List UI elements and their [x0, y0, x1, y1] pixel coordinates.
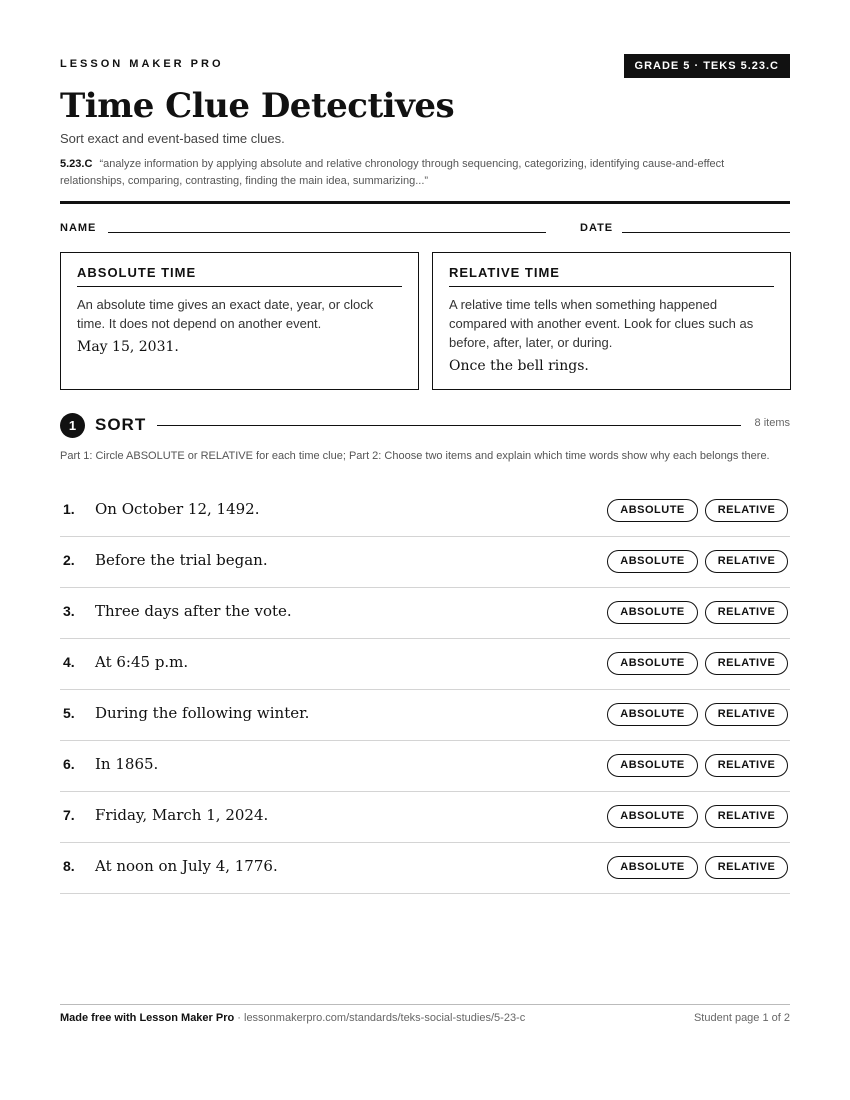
absolute-choice-button[interactable]: ABSOLUTE	[607, 499, 698, 522]
list-item	[60, 690, 790, 741]
footer-url: · lessonmakerpro.com/standards/teks-social-studies/5-23-c	[234, 1012, 526, 1024]
absolute-time-example: May 15, 2031.	[77, 339, 179, 355]
item-text: On October 12, 1492.	[95, 500, 260, 518]
relative-time-example: Once the bell rings.	[449, 358, 589, 374]
list-item	[60, 639, 790, 690]
standard-description	[60, 156, 788, 190]
section-number-badge: 1	[60, 413, 85, 438]
item-list	[60, 486, 790, 894]
standard-code: 5.23.C	[60, 158, 93, 170]
item-text: Friday, March 1, 2024.	[95, 806, 269, 824]
item-text: During the following winter.	[95, 704, 310, 722]
relative-choice-button[interactable]: RELATIVE	[705, 856, 788, 879]
list-item	[60, 741, 790, 792]
absolute-time-title: ABSOLUTE TIME	[77, 265, 402, 287]
absolute-time-definition: An absolute time gives an exact date, year, or clock time. It does not depend on another event.	[77, 297, 374, 331]
relative-time-title: RELATIVE TIME	[449, 265, 774, 287]
absolute-choice-button[interactable]: ABSOLUTE	[607, 703, 698, 726]
sort-section-header	[60, 413, 790, 439]
brand-name: LESSON MAKER PRO	[60, 58, 224, 70]
item-text: At 6:45 p.m.	[95, 653, 189, 671]
worksheet-page	[60, 0, 790, 1100]
item-text: Before the trial began.	[95, 551, 268, 569]
relative-choice-button[interactable]: RELATIVE	[705, 805, 788, 828]
item-text: In 1865.	[95, 755, 159, 773]
date-label: DATE	[580, 222, 614, 234]
section-instructions: Part 1: Circle ABSOLUTE or RELATIVE for each time clue; Part 2: Choose two items and explain which time words show why each belongs there.	[60, 450, 770, 462]
footer-made-with: Made free with Lesson Maker Pro	[60, 1012, 235, 1024]
item-text: Three days after the vote.	[95, 602, 292, 620]
absolute-choice-button[interactable]: ABSOLUTE	[607, 856, 698, 879]
list-item	[60, 486, 790, 537]
list-item	[60, 843, 790, 894]
absolute-choice-button[interactable]: ABSOLUTE	[607, 805, 698, 828]
absolute-choice-button[interactable]: ABSOLUTE	[607, 754, 698, 777]
footer-page-number: Student page 1 of 2	[693, 1012, 790, 1024]
item-number: 6.	[63, 756, 75, 772]
item-number: 1.	[63, 501, 75, 517]
item-number: 2.	[63, 552, 75, 568]
relative-choice-button[interactable]: RELATIVE	[705, 499, 788, 522]
item-count: 8 items	[754, 417, 790, 429]
item-number: 8.	[63, 858, 75, 874]
item-number: 7.	[63, 807, 75, 823]
list-item	[60, 588, 790, 639]
footer-divider	[60, 1004, 790, 1005]
relative-time-definition: A relative time tells when something happened compared with another event. Look for clues such as before, after, later, or during.	[449, 297, 754, 350]
standard-text: “analyze information by applying absolute and relative chronology through sequencing, categorizing, identifying cause-and-effect relationships, comparing, contrasting, finding the main idea, summarizing...”	[60, 158, 725, 187]
relative-choice-button[interactable]: RELATIVE	[705, 703, 788, 726]
absolute-time-card	[60, 252, 419, 390]
section-title: SORT	[95, 415, 147, 434]
footer-credit	[60, 1012, 525, 1024]
item-number: 5.	[63, 705, 75, 721]
absolute-choice-button[interactable]: ABSOLUTE	[607, 601, 698, 624]
page-subtitle: Sort exact and event-based time clues.	[60, 131, 285, 146]
absolute-choice-button[interactable]: ABSOLUTE	[607, 652, 698, 675]
absolute-choice-button[interactable]: ABSOLUTE	[607, 550, 698, 573]
relative-choice-button[interactable]: RELATIVE	[705, 652, 788, 675]
relative-time-card	[432, 252, 791, 390]
item-number: 4.	[63, 654, 75, 670]
date-write-line[interactable]	[622, 232, 790, 233]
relative-choice-button[interactable]: RELATIVE	[705, 550, 788, 573]
item-number: 3.	[63, 603, 75, 619]
header-divider	[60, 201, 790, 204]
relative-choice-button[interactable]: RELATIVE	[705, 754, 788, 777]
name-write-line[interactable]	[108, 232, 546, 233]
relative-choice-button[interactable]: RELATIVE	[705, 601, 788, 624]
page-title: Time Clue Detectives	[60, 86, 455, 126]
section-divider	[157, 425, 741, 426]
list-item	[60, 537, 790, 588]
list-item	[60, 792, 790, 843]
grade-badge: GRADE 5 · TEKS 5.23.C	[624, 54, 790, 78]
item-text: At noon on July 4, 1776.	[95, 857, 278, 875]
name-label: NAME	[60, 222, 97, 234]
